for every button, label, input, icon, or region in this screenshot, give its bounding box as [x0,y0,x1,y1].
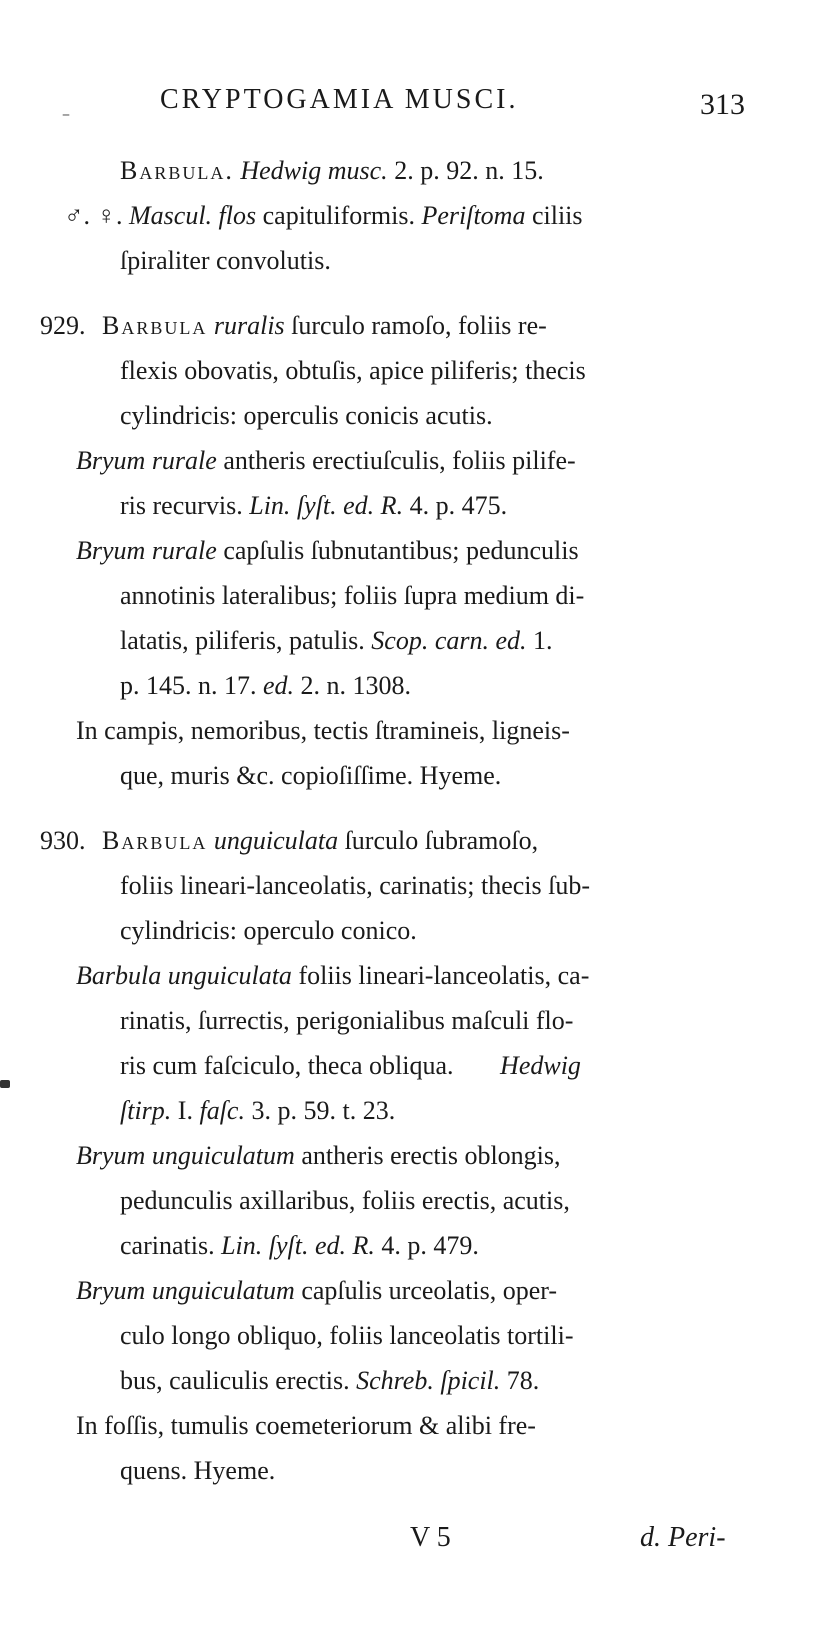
habitat-line-1: In campis, nemoribus, tectis ſtramineis, ligneis- [76,716,570,745]
entry-929-desc-3: cylindricis: operculis conicis acutis. [120,401,493,430]
intro-line-3: ſpiraliter convolutis. [120,246,331,275]
mascul-text: capituliformis. [262,201,415,230]
synonym-2-line-3 [40,618,780,663]
entry-930-head [40,818,780,863]
catchword: d. Peri- [640,1522,726,1553]
synonym-name: Bryum rurale [76,536,217,565]
peristoma-label: Periſtoma [421,201,526,230]
running-header [0,84,830,124]
reference-detail: 2. p. 92. n. 15. [394,156,544,185]
synonym-1-line-2: rinatis, ſurrectis, perigonialibus maſculi flo- [120,1006,574,1035]
synonym-reference-detail: 4. p. 479. [381,1231,479,1260]
synonym-name: Bryum rurale [76,446,217,475]
edition-label: ed. [263,671,295,700]
fascicle-label: faſc. [199,1096,245,1125]
synonym-text: capſulis ſubnutantibus; pedunculis [223,536,579,565]
synonym-reference: Lin. ſyſt. ed. R. [221,1231,375,1260]
synonym-text: ris recurvis. [120,491,243,520]
synonym-2-line-1 [40,1133,780,1178]
entry-929-desc-2: flexis obovatis, obtuſis, apice piliferis; thecis [120,356,586,385]
entry-number: 929. [40,311,86,340]
synonym-reference-detail: 2. n. 1308. [300,671,412,700]
header-dash: – [62,104,70,123]
habitat-line-1: In foſſis, tumulis coemeteriorum & alibi fre- [76,1411,536,1440]
synonym-text: latatis, piliferis, patulis. [120,626,365,655]
entry-number: 930. [40,826,86,855]
synonym-3-line-3 [40,1358,780,1403]
signature-mark: V 5 [410,1522,451,1553]
synonym-1-line-3 [40,1043,780,1088]
synonym-reference: Scop. carn. ed. [371,626,527,655]
entry-930-desc-3: cylindricis: operculo conico. [120,916,417,945]
entry-description: ſurculo ſubramoſo, [344,826,539,855]
entry-species: unguiculata [213,826,339,855]
synonym-1-line-4 [40,1088,780,1133]
genus-name: Barbula. [120,156,234,185]
synonym-3-line-2: culo longo obliquo, foliis lanceolatis tortili- [120,1321,574,1350]
margin-ink-mark [0,1080,10,1088]
synonym-reference: ſtirp. [120,1096,172,1125]
synonym-name: Barbula unguiculata [76,961,292,990]
entry-930-desc-2: foliis lineari-lanceolatis, carinatis; thecis ſub- [120,871,591,900]
synonym-text: foliis lineari-lanceolatis, ca- [298,961,590,990]
sex-symbols: ♂. ♀. [64,201,123,230]
habitat-line-2: quens. Hyeme. [120,1456,276,1485]
synonym-reference: Schreb. ſpicil. [356,1366,501,1395]
intro-block [40,148,780,283]
synonym-1-line-1 [40,438,780,483]
synonym-text: bus, cauliculis erectis. [120,1366,350,1395]
entry-species: ruralis [213,311,285,340]
synonym-text: capſulis urceolatis, oper- [301,1276,558,1305]
entry-929 [40,303,780,798]
synonym-text: carinatis. [120,1231,215,1260]
peristoma-text: ciliis [531,201,583,230]
entry-930 [40,818,780,1493]
entry-genus: Barbula [102,311,208,340]
synonym-reference-detail: 1. [533,626,553,655]
synonym-reference-detail: p. 145. n. 17. [120,671,257,700]
synonym-reference-detail: 78. [506,1366,540,1395]
synonym-1-line-1 [40,953,780,998]
synonym-reference-detail: I. [177,1096,193,1125]
synonym-name: Bryum unguiculatum [76,1141,295,1170]
synonym-text: antheris erectis oblongis, [301,1141,561,1170]
synonym-name: Bryum unguiculatum [76,1276,295,1305]
intro-line-1 [40,148,780,193]
page-body [40,148,780,1493]
synonym-reference-detail: 3. p. 59. t. 23. [251,1096,396,1125]
synonym-text: ris cum faſciculo, theca obliqua. [120,1051,454,1080]
entry-929-head [40,303,780,348]
reference-source: Hedwig musc. [240,156,388,185]
entry-genus: Barbula [102,826,208,855]
synonym-2-line-4 [40,663,780,708]
synonym-2-line-1 [40,528,780,573]
synonym-2-line-2: annotinis lateralibus; foliis ſupra medium di- [120,581,585,610]
synonym-2-line-3 [40,1223,780,1268]
synonym-reference: Hedwig [500,1051,581,1080]
synonym-2-line-2: pedunculis axillaribus, foliis erectis, acutis, [120,1186,570,1215]
running-title: CRYPTOGAMIA MUSCI. [160,84,519,115]
synonym-1-line-2 [40,483,780,528]
synonym-reference: Lin. ſyſt. ed. R. [249,491,404,520]
page-number: 313 [700,88,745,121]
mascul-label: Mascul. flos [129,201,257,230]
synonym-3-line-1 [40,1268,780,1313]
intro-line-2 [40,193,780,238]
habitat-line-2: que, muris &c. copioſiſſime. Hyeme. [120,761,502,790]
synonym-reference-detail: 4. p. 475. [409,491,508,520]
entry-description: ſurculo ramoſo, foliis re- [291,311,547,340]
synonym-text: antheris erectiuſculis, foliis pilife- [223,446,576,475]
